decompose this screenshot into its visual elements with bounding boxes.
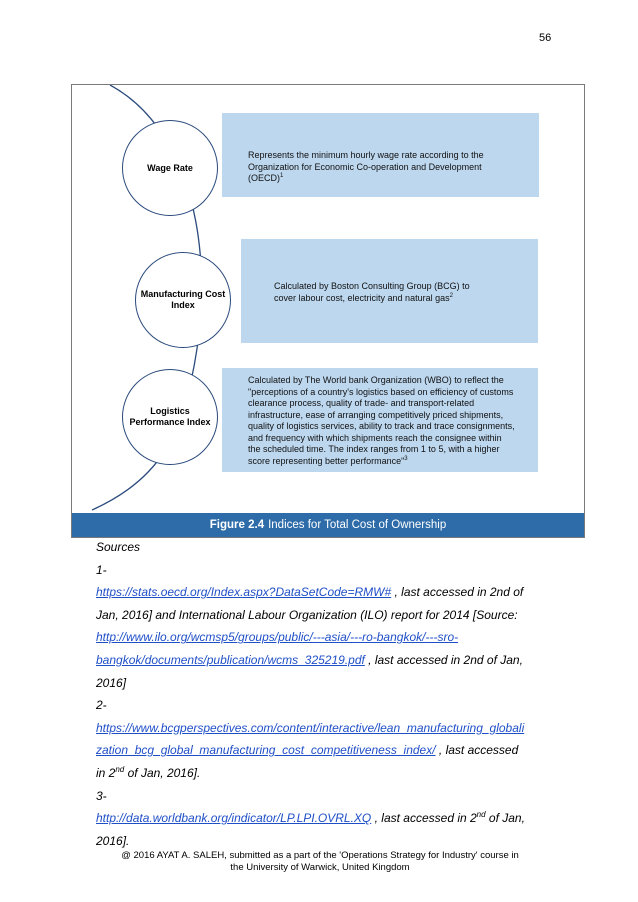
wage-rate-label: Wage Rate [147,162,193,173]
sources-section [96,536,566,852]
source-1-line-1: https://stats.oecd.org/Index.aspx?DataSetCode=RMW# , last accessed in 2nd of [96,585,524,600]
source-3-number: 3- [96,788,107,803]
source-3-line-1: http://data.worldbank.org/indicator/LP.LPI.OVRL.XQ , last accessed in 2nd of Jan, [96,810,525,826]
figure-caption-text: Indices for Total Cost of Ownership [268,519,447,531]
source-2-line-2: zation_bcg_global_manufacturing_cost_competitiveness_index/ , last accessed [96,743,519,758]
source-1-oecd-link[interactable]: https://stats.oecd.org/Index.aspx?DataSetCode=RMW# [96,585,392,600]
footer-line-1: @ 2016 AYAT A. SALEH, submitted as a part of the 'Operations Strategy for Industry' course in [121,850,519,861]
source-1-number: 1- [96,562,107,577]
wage-rate-description: Represents the minimum hourly wage rate according to the Organization for Economic Co-operation and Development (OECD)$^1$ [222,113,539,197]
logistics-performance-index-label: Logistics Performance Index [129,406,211,427]
manufacturing-cost-index-circle [135,252,231,348]
source-1-line-2: Jan, 2016] and International Labour Organization (ILO) report for 2014 [Source: [96,607,518,622]
manufacturing-cost-index-description: Calculated by Boston Consulting Group (BCG) to cover labour cost, electricity and natural gas$^2$ [241,239,538,343]
logistics-performance-index-circle [122,369,218,465]
source-1-line-3 [96,626,566,649]
source-2-line-3: in 2nd of Jan, 2016]. [96,764,201,780]
sources-heading: Sources [96,540,141,554]
source-1-ilo-link-part-1[interactable]: http://www.ilo.org/wcmsp5/groups/public/---asia/---ro-bangkok/---sro- [96,630,459,645]
wage-rate-circle [122,120,218,216]
source-2-line-1 [96,717,566,740]
figure-caption [72,513,584,537]
source-1-line-5: 2016] [96,675,127,690]
logistics-performance-index-description: Calculated by The World bank Organization (WBO) to reflect the "perceptions of a country's logistics based on efficiency of customs clearance process, quality of trade- and transport-related infrastructure, ease of arranging competitively priced shipments, quality of logistics services, ability to track and trace consignments, and frequency with which shipments reach the consignee within the scheduled time. The index ranges from 1 to 5, with a higher score representing better performance"$^3$ [222,368,538,472]
source-1-ilo-link-part-2[interactable]: bangkok/documents/publication/wcms_325219.pdf [96,652,365,667]
source-3-worldbank-link[interactable]: http://data.worldbank.org/indicator/LP.LPI.OVRL.XQ [96,811,372,826]
source-3-line-2: 2016]. [96,833,130,848]
page-footer [70,850,570,874]
source-2-number: 2- [96,698,107,713]
source-2-bcg-link-part-1[interactable]: https://www.bcgperspectives.com/content/interactive/lean_manufacturing_globali [96,720,525,735]
source-2-bcg-link-part-2[interactable]: zation_bcg_global_manufacturing_cost_competitiveness_index/ [96,743,436,758]
manufacturing-cost-index-label: Manufacturing Cost Index [140,289,226,310]
figure [71,84,585,538]
source-1-line-4: bangkok/documents/publication/wcms_325219.pdf , last accessed in 2nd of Jan, [96,652,523,667]
footer-line-2: the University of Warwick, United Kingdom [230,862,410,873]
page-number: 56 [539,32,552,44]
figure-caption-label: Figure 2.4 [209,519,265,531]
